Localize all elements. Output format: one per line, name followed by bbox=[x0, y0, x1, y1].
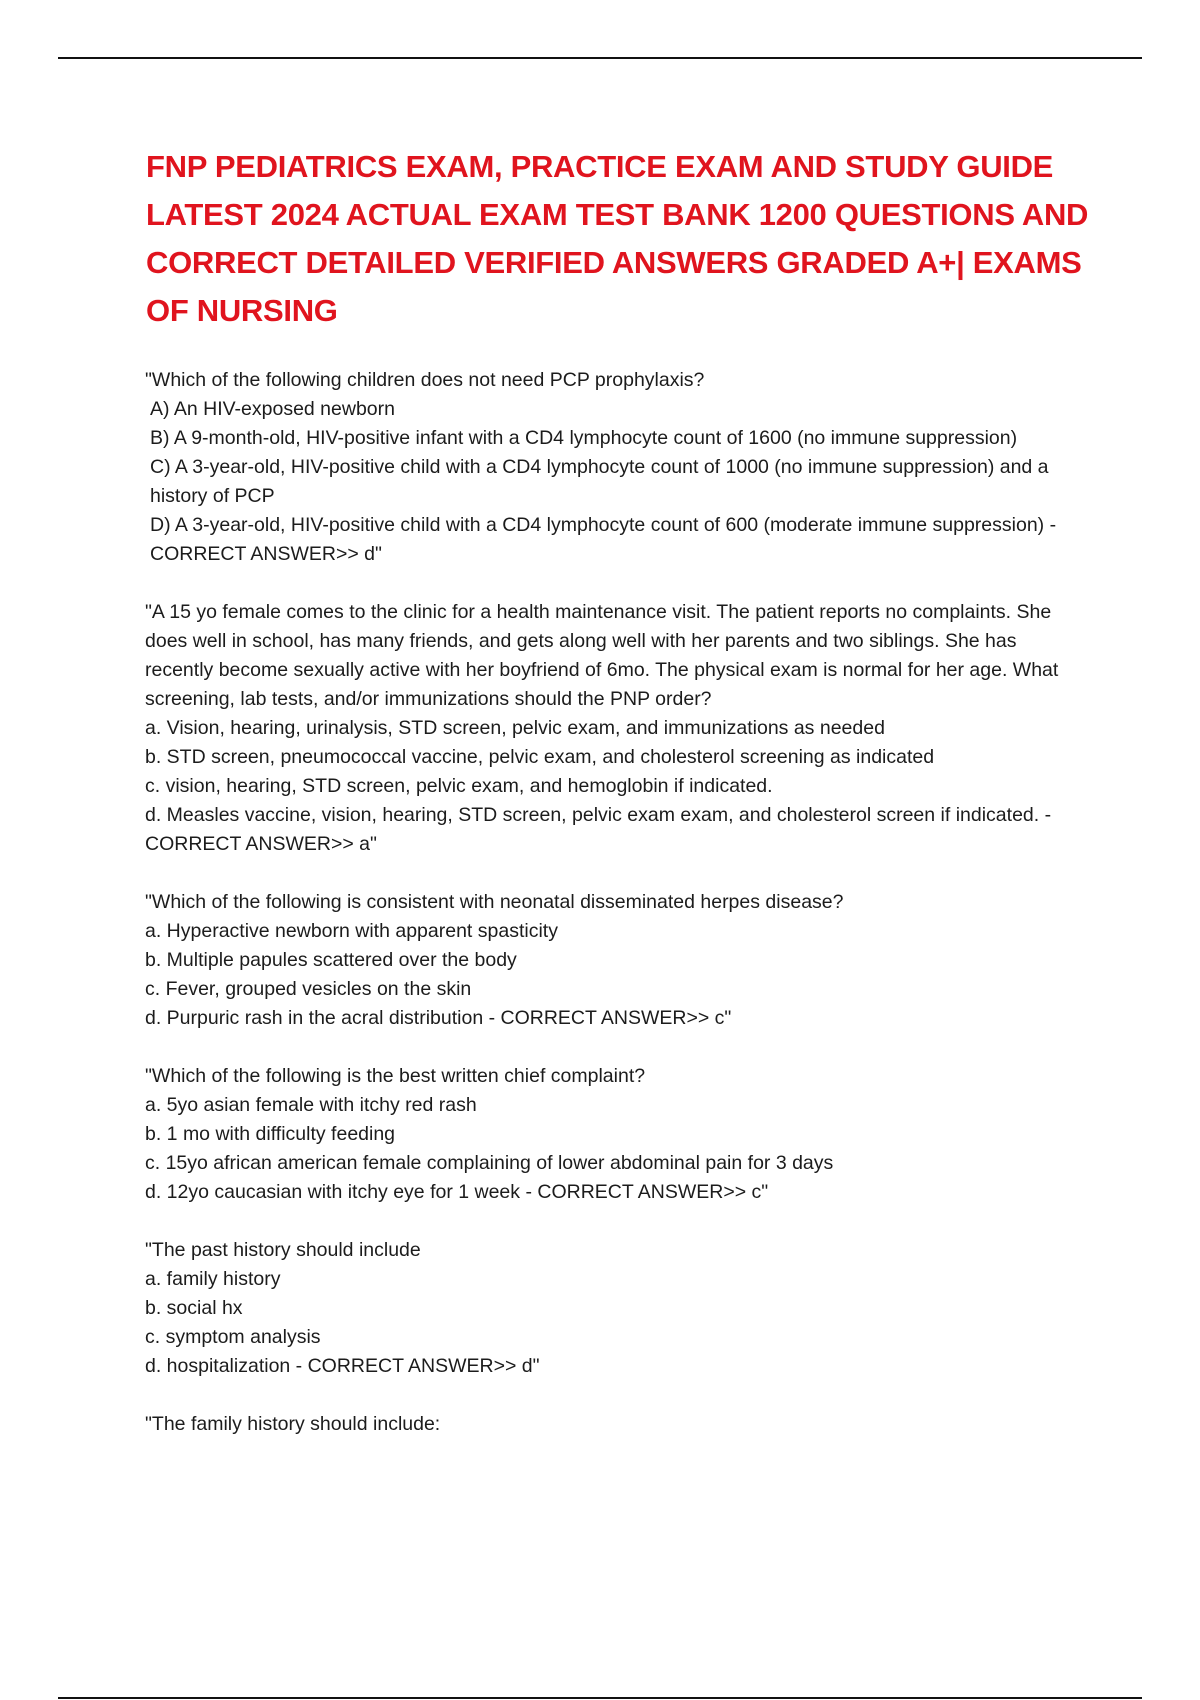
question-2 bbox=[145, 598, 1090, 859]
question-stem: "Which of the following children does not need PCP prophylaxis? bbox=[145, 369, 705, 391]
answer-option: c. symptom analysis bbox=[145, 1326, 321, 1348]
bottom-rule bbox=[58, 1697, 1142, 1699]
answer-option: D) A 3-year-old, HIV-positive child with a CD4 lymphocyte count of 600 (moderate immune suppression) - CORRECT ANSWER>> d" bbox=[150, 514, 1062, 565]
answer-option: b. social hx bbox=[145, 1297, 243, 1319]
answer-option: d. hospitalization - CORRECT ANSWER>> d" bbox=[145, 1355, 540, 1377]
answer-option: c. vision, hearing, STD screen, pelvic exam, and hemoglobin if indicated. bbox=[145, 775, 773, 797]
question-6 bbox=[145, 1410, 1090, 1439]
answer-option: A) An HIV-exposed newborn bbox=[150, 398, 395, 420]
answer-option: c. 15yo african american female complaining of lower abdominal pain for 3 days bbox=[145, 1152, 834, 1174]
question-stem: "A 15 yo female comes to the clinic for a health maintenance visit. The patient reports no complaints. She does well in school, has many friends, and gets along well with her parents and two siblings. She has recently become sexually active with her boyfriend of 6mo. The physical exam is normal for her age. What screening, lab tests, and/or immunizations should the PNP order? bbox=[145, 601, 1064, 710]
answer-option: d. 12yo caucasian with itchy eye for 1 week - CORRECT ANSWER>> c" bbox=[145, 1181, 769, 1203]
answer-option: b. Multiple papules scattered over the body bbox=[145, 949, 517, 971]
answer-option: a. Vision, hearing, urinalysis, STD screen, pelvic exam, and immunizations as needed bbox=[145, 717, 885, 739]
answer-option: B) A 9-month-old, HIV-positive infant with a CD4 lymphocyte count of 1600 (no immune suppression) bbox=[150, 427, 1018, 449]
question-stem: "Which of the following is the best written chief complaint? bbox=[145, 1065, 646, 1087]
answer-option: c. Fever, grouped vesicles on the skin bbox=[145, 978, 472, 1000]
top-rule bbox=[58, 57, 1142, 59]
answer-option: b. STD screen, pneumococcal vaccine, pelvic exam, and cholesterol screening as indicated bbox=[145, 746, 935, 768]
question-3 bbox=[145, 888, 1090, 1033]
question-stem: "Which of the following is consistent with neonatal disseminated herpes disease? bbox=[145, 891, 844, 913]
question-list bbox=[145, 366, 1090, 1468]
question-5 bbox=[145, 1236, 1090, 1381]
answer-option: C) A 3-year-old, HIV-positive child with a CD4 lymphocyte count of 1000 (no immune suppression) and a history of PCP bbox=[150, 456, 1054, 507]
question-4 bbox=[145, 1062, 1090, 1207]
answer-option: d. Purpuric rash in the acral distribution - CORRECT ANSWER>> c" bbox=[145, 1007, 732, 1029]
answer-option: a. 5yo asian female with itchy red rash bbox=[145, 1094, 477, 1116]
question-stem: "The past history should include bbox=[145, 1239, 421, 1261]
answer-option: d. Measles vaccine, vision, hearing, STD screen, pelvic exam exam, and cholesterol screen if indicated. - CORRECT ANSWER>> a" bbox=[145, 804, 1057, 855]
question-stem: "The family history should include: bbox=[145, 1413, 441, 1435]
answer-option: b. 1 mo with difficulty feeding bbox=[145, 1123, 396, 1145]
question-1 bbox=[145, 366, 1090, 569]
answer-option: a. family history bbox=[145, 1268, 281, 1290]
document-title: FNP PEDIATRICS EXAM, PRACTICE EXAM AND STUDY GUIDE LATEST 2024 ACTUAL EXAM TEST BANK 1200 QUESTIONS AND CORRECT DETAILED VERIFIED ANSWERS GRADED A+| EXAMS OF NURSING bbox=[146, 149, 1089, 328]
answer-option: a. Hyperactive newborn with apparent spasticity bbox=[145, 920, 558, 942]
